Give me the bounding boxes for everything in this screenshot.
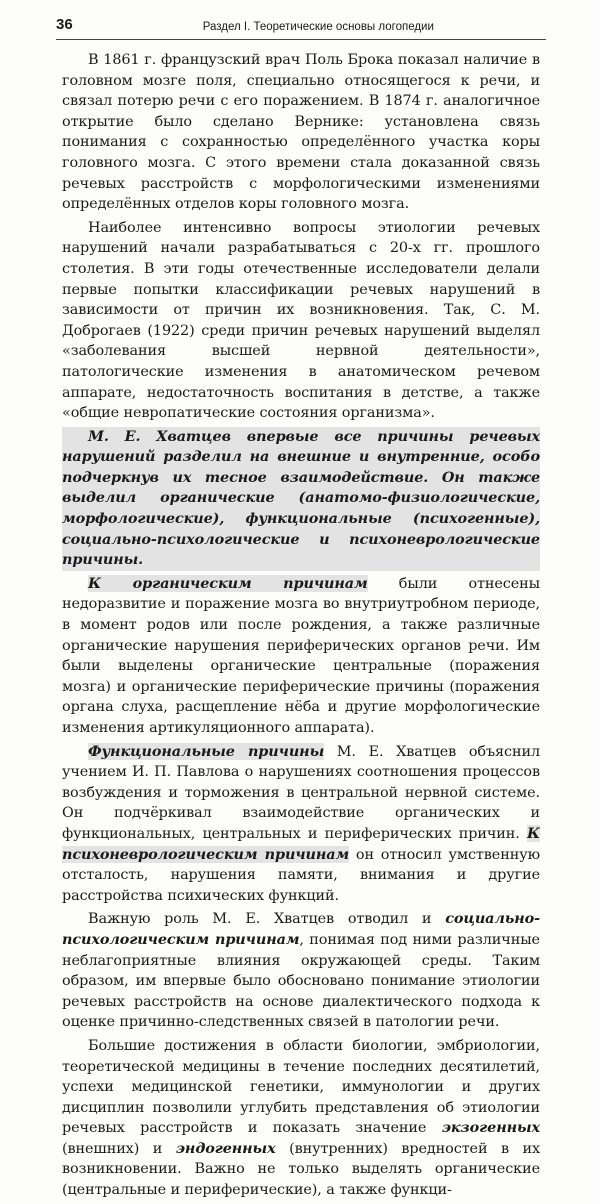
paragraph-organic-causes <box>62 574 540 739</box>
highlighted-text: М. Е. Хватцев впервые все причины речевых нарушений разделил на внешние и внутренние, особо подчеркнув их тесное взаимодействие. Он также выделил органические (анатомо-физиологические, морфологические), функциональные (психогенные), социально-психологические и психоневрологические причины. <box>62 427 540 569</box>
paragraph-social-causes <box>62 909 540 1033</box>
term-exogenous: экзогенных <box>441 1119 540 1137</box>
paragraph-text: , понимая под ними различные неблагоприятные влияния окружающей среды. Таким образом, им впервые было обосновано понимание этиологии речевых расстройств на основе диалектического подхода к оценке причинно-следственных связей в патологии речи. <box>62 931 540 1031</box>
paragraph-functional-causes <box>62 742 540 907</box>
term-psychoneurological-causes: К психоневрологическим причинам <box>62 824 540 863</box>
page-number: 36 <box>56 16 73 33</box>
paragraph-khvatsev-highlight <box>62 427 540 571</box>
paragraph-text: Важную роль М. Е. Хватцев отводил и <box>88 911 446 928</box>
paragraph-text: были отнесены недоразвитие и поражение мозга во внутриутробном периоде, в момент родов или после рождения, а также различные органические нарушения периферических органов речи. Им были выделены органические центральные (поражения мозга) и органические периферические причины (поражения органа слуха, расщепление нёба и другие морфологические изменения артикуляционного аппарата). <box>62 575 540 736</box>
paragraph-modern-advances <box>62 1036 540 1201</box>
section-title: Раздел I. Теоретические основы логопедии <box>202 21 434 33</box>
paragraph-broca <box>62 50 540 215</box>
page-body <box>62 50 540 1204</box>
paragraph-etiology-history <box>62 218 540 424</box>
term-organic-causes: К органическим причинам <box>88 574 368 592</box>
paragraph-text: В 1861 г. французский врач Поль Брока показал наличие в головном мозге поля, специально относящегося к речи, и связал потерю речи с его поражением. В 1874 г. аналогичное открытие было сделано Вернике: установлена связь понимания с сохранностью определённого участка коры головного мозга. С этого времени стала доказанной связь речевых расстройств с морфологическими изменениями определённых отделов коры головного мозга. <box>62 52 540 213</box>
paragraph-text: (внутренних) вредностей в их возникновении. Важно не только выделять органические (центральные и периферические), а также функци- <box>62 1140 541 1199</box>
paragraph-text: М. Е. Хватцев объяснил учением И. П. Павлова о нарушениях соотношения процессов возбуждения и торможения в центральной нервной системе. Он подчёркивал взаимодействие органических и функциональных, центральных и периферических причин. <box>62 743 540 842</box>
paragraph-text: (внешних) и <box>62 1140 176 1157</box>
page-header <box>56 6 546 40</box>
term-endogenous: эндогенных <box>175 1139 276 1157</box>
term-functional-causes: Функциональные причины <box>88 742 325 760</box>
paragraph-text: Большие достижения в области биологии, эмбриологии, теоретической медицины в течение последних десятилетий, успехи медицинской генетики, иммунологии и других дисциплин позволили углубить представления об этиологии речевых расстройств и показать значение <box>62 1037 540 1137</box>
paragraph-text: Наиболее интенсивно вопросы этиологии речевых нарушений начали разрабатываться с 20-х гг. прошлого столетия. В эти годы отечественные исследователи делали первые попытки классификации речевых нарушений в зависимости от причин их возникновения. Так, С. М. Доброгаев (1922) среди причин речевых нарушений выделял «заболевания высшей нервной деятельности», патологические изменения в анатомическом речевом аппарате, недостаточность воспитания в детстве, а также «общие невропатические состояния организма». <box>62 219 540 422</box>
paragraph-text: он относил умственную отсталость, нарушения памяти, внимания и другие расстройства психических функций. <box>62 846 540 904</box>
term-social-causes: социально-психологическим причинам <box>62 910 540 948</box>
